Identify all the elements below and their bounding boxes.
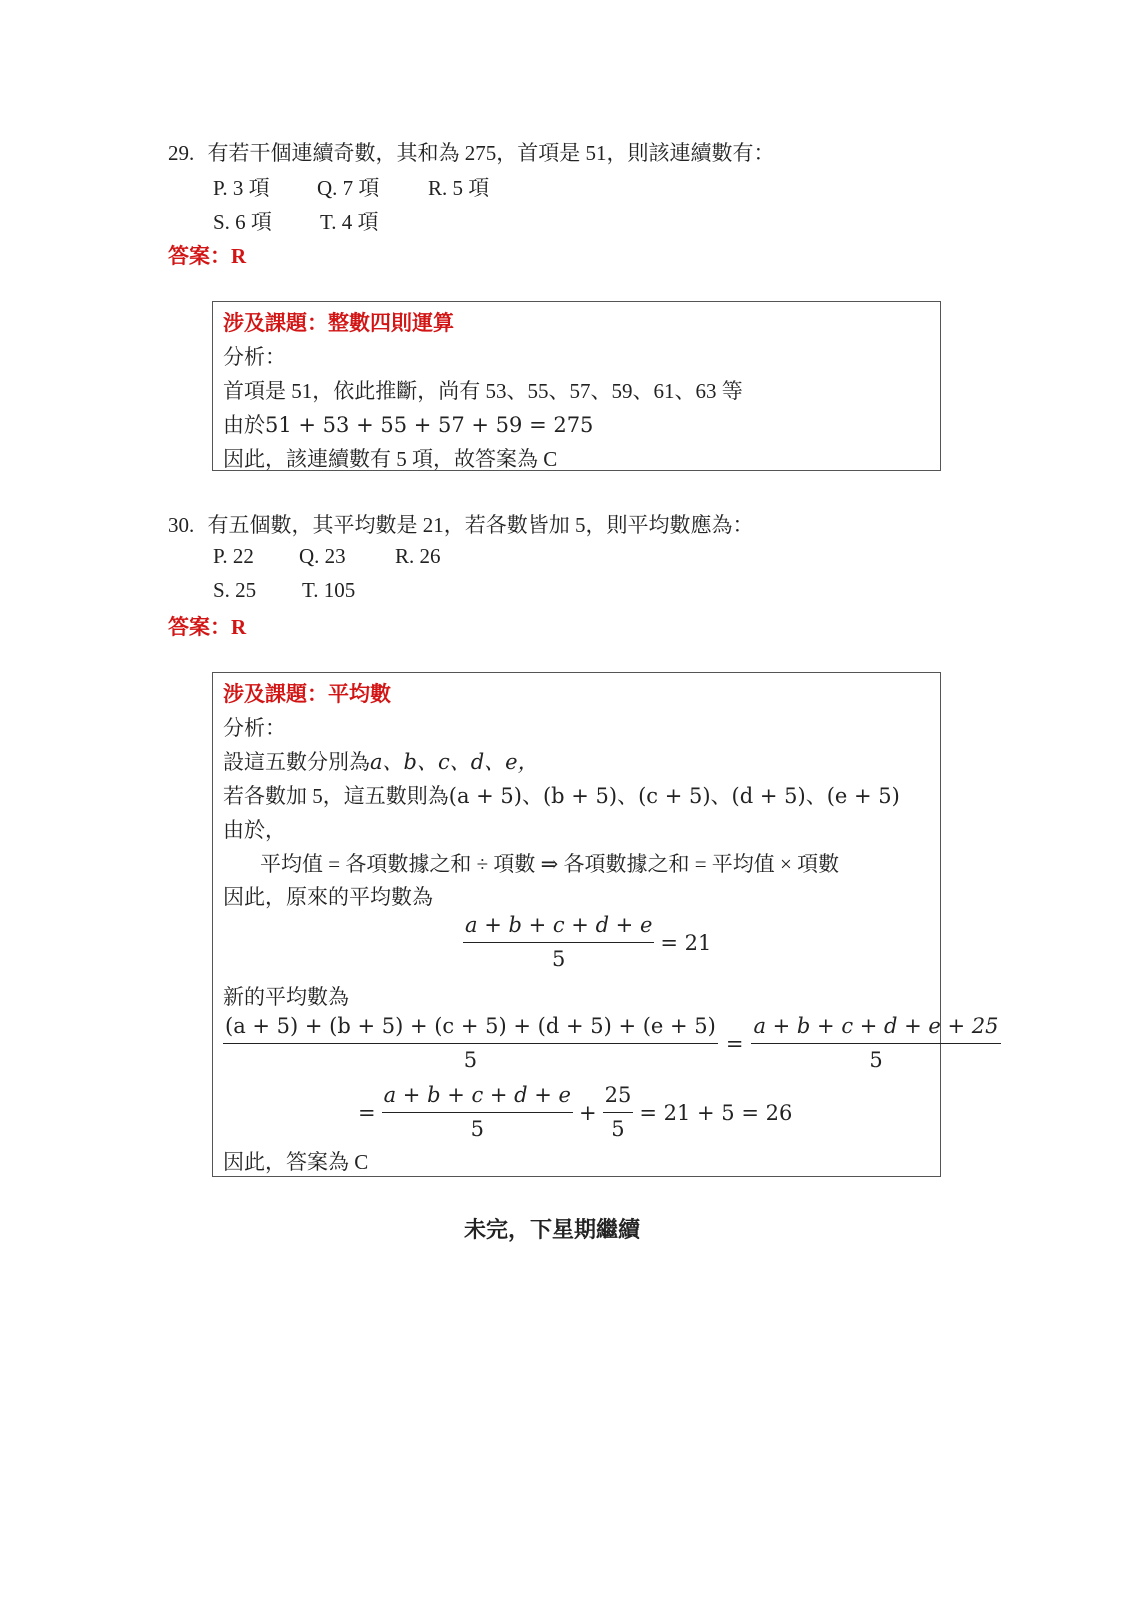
math-expression: 51 + 53 + 55 + 57 + 59 = 275 [265, 413, 594, 437]
topic-label: 涉及課題：平均數 [223, 682, 391, 706]
equation-result [358, 1083, 792, 1142]
analysis-box-30 [212, 672, 999, 1177]
analysis-line: 首項是 51，依此推斷，尚有 53、55、57、59、61、63 等 [223, 379, 743, 403]
question-text: 有若干個連續奇數，其和為 275，首項是 51，則該連續數有： [207, 141, 775, 165]
option-s: S. 25 [213, 578, 257, 602]
analysis-label: 分析： [223, 716, 286, 740]
analysis-line [223, 780, 900, 810]
option-t: T. 4 項 [320, 210, 379, 234]
fraction-numerator: a + b + c + d + e [382, 1083, 573, 1113]
fraction-denominator: 5 [611, 1117, 625, 1142]
analysis-line: 新的平均數為 [223, 985, 349, 1009]
equation-original-average [463, 913, 711, 972]
option-r: R. 26 [395, 544, 441, 568]
equals-sign: = [725, 1031, 744, 1056]
fraction [751, 1014, 1000, 1073]
analysis-text: 由於 [223, 413, 265, 437]
analysis-line: 由於， [223, 818, 286, 842]
option-p: P. 22 [213, 544, 254, 568]
option-r: R. 5 項 [428, 176, 490, 200]
fraction-numerator: a + b + c + d + e [463, 913, 654, 943]
answer-label: 答案：R [168, 615, 247, 639]
analysis-line: 因此，原來的平均數為 [223, 885, 433, 909]
math-expression: (a + 5)、(b + 5)、(c + 5)、(d + 5)、(e + 5) [448, 784, 900, 808]
variable-list: a、b、c、d、e， [370, 750, 539, 774]
analysis-line [223, 746, 539, 776]
fraction-numerator: a + b + c + d + e + 25 [751, 1014, 1000, 1044]
question-29 [168, 137, 775, 167]
fraction [603, 1083, 634, 1142]
question-text: 有五個數，其平均數是 21，若各數皆加 5，則平均數應為： [207, 513, 754, 537]
topic-label: 涉及課題：整數四則運算 [223, 311, 454, 335]
question-30 [168, 509, 754, 539]
option-t: T. 105 [302, 578, 356, 602]
analysis-text: 若各數加 5，這五數則為 [223, 784, 449, 808]
fraction-denominator: 5 [552, 947, 566, 972]
analysis-text: 設這五數分別為 [223, 750, 370, 774]
question-number: 30. [168, 513, 195, 537]
analysis-line [223, 409, 593, 439]
option-s: S. 6 項 [213, 210, 272, 234]
equation-rhs: = 21 + 5 = 26 [639, 1100, 793, 1125]
fraction-denominator: 5 [869, 1048, 883, 1073]
equals-sign: = [358, 1100, 376, 1125]
option-q: Q. 7 項 [317, 176, 380, 200]
fraction-numerator: 25 [603, 1083, 634, 1113]
fraction-denominator: 5 [470, 1117, 484, 1142]
fraction-denominator: 5 [463, 1048, 478, 1073]
plus-sign: + [579, 1100, 597, 1125]
analysis-box-29 [212, 301, 941, 471]
analysis-label: 分析： [223, 345, 286, 369]
option-q: Q. 23 [299, 544, 346, 568]
fraction [463, 913, 654, 972]
equation-rhs: = 21 [660, 930, 712, 955]
footer-note: 未完，下星期繼續 [464, 1217, 641, 1242]
answer-label: 答案：R [168, 244, 247, 268]
analysis-line: 因此，答案為 C [223, 1150, 369, 1174]
option-p: P. 3 項 [213, 176, 270, 200]
average-formula: 平均值 = 各項數據之和 ÷ 項數 ⇒ 各項數據之和 = 平均值 × 項數 [260, 852, 840, 876]
analysis-line: 因此，該連續數有 5 項，故答案為 C [223, 447, 558, 471]
equation-new-average [223, 1014, 1001, 1073]
fraction [382, 1083, 573, 1142]
fraction-numerator: (a + 5) + (b + 5) + (c + 5) + (d + 5) + (e + 5) [223, 1014, 718, 1044]
fraction [223, 1014, 718, 1073]
question-number: 29. [168, 141, 195, 165]
